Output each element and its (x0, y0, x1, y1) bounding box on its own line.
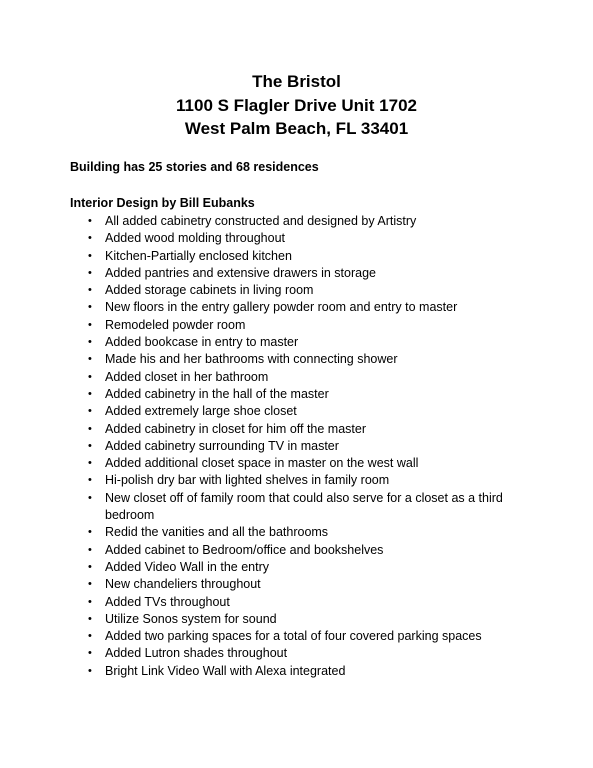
building-info: Building has 25 stories and 68 residences (70, 160, 319, 174)
list-item-text: Added TVs throughout (105, 594, 230, 609)
list-item-text: Added cabinetry surrounding TV in master (105, 438, 339, 453)
bullet-icon: • (88, 284, 92, 297)
list-item (88, 403, 528, 420)
list-item-text: Added cabinet to Bedroom/office and bookshelves (105, 542, 384, 557)
bullet-icon: • (88, 215, 92, 227)
bullet-icon: • (88, 560, 92, 573)
list-item (88, 559, 528, 576)
list-item (88, 386, 528, 403)
bullet-icon: • (88, 353, 92, 366)
list-item (88, 265, 528, 282)
list-item-text: Added pantries and extensive drawers in storage (105, 265, 376, 280)
list-item (88, 663, 528, 680)
list-item (88, 282, 528, 299)
bullet-icon: • (88, 664, 92, 677)
city-state-zip: West Palm Beach, FL 33401 (184, 119, 409, 138)
bullet-icon: • (88, 422, 92, 435)
list-item (88, 524, 528, 541)
list-item-text: Redid the vanities and all the bathrooms (105, 525, 329, 540)
list-item-text: Added storage cabinets in living room (105, 283, 314, 298)
list-item (88, 611, 528, 628)
list-item-text: New floors in the entry gallery powder room and entry to master (105, 300, 458, 315)
list-item-text: Remodeled powder room (105, 317, 246, 332)
list-item (88, 628, 528, 645)
bullet-icon: • (88, 612, 92, 625)
bullet-icon: • (88, 249, 92, 262)
list-item (88, 472, 528, 489)
bullet-icon: • (88, 491, 92, 504)
bullet-icon: • (88, 301, 92, 314)
list-item (88, 542, 528, 559)
list-item-text: Utilize Sonos system for sound (105, 611, 277, 626)
bullet-icon: • (88, 647, 92, 660)
list-item-text: Kitchen-Partially enclosed kitchen (105, 248, 292, 263)
list-item (88, 645, 528, 662)
bullet-icon: • (88, 387, 92, 400)
list-item (88, 299, 528, 316)
street-address: 1100 S Flagler Drive Unit 1702 (176, 95, 417, 115)
list-item-text: Hi-polish dry bar with lighted shelves in family room (105, 473, 390, 488)
list-item (88, 576, 528, 593)
features-list (88, 213, 528, 680)
bullet-icon: • (88, 526, 92, 539)
list-item (88, 334, 528, 351)
property-name: The Bristol (252, 72, 341, 91)
list-item (88, 455, 528, 472)
list-item-text: New closet off of family room that could also serve for a closet as a third bedroom (105, 490, 503, 523)
bullet-icon: • (88, 595, 92, 608)
list-item-text: Added Video Wall in the entry (105, 559, 269, 574)
list-item (88, 369, 528, 386)
list-item-text: Added Lutron shades throughout (105, 646, 288, 661)
list-item-text: Added two parking spaces for a total of four covered parking spaces (105, 629, 482, 644)
list-item-text: Added extremely large shoe closet (105, 404, 297, 419)
bullet-icon: • (88, 630, 92, 643)
bullet-icon: • (88, 578, 92, 591)
bullet-icon: • (88, 457, 92, 470)
list-item-text: Added closet in her bathroom (105, 369, 269, 384)
list-item-text: Bright Link Video Wall with Alexa integrated (105, 663, 346, 678)
list-item-text: Added cabinetry in the hall of the master (105, 386, 329, 401)
list-item-text: Added additional closet space in master on the west wall (105, 456, 419, 471)
list-item (88, 230, 528, 247)
list-item (88, 421, 528, 438)
list-item-text: Added bookcase in entry to master (105, 335, 299, 350)
bullet-icon: • (88, 439, 92, 452)
bullet-icon: • (88, 474, 92, 487)
bullet-icon: • (88, 543, 92, 556)
list-item-text: New chandeliers throughout (105, 577, 261, 592)
bullet-icon: • (88, 232, 92, 245)
bullet-icon: • (88, 318, 92, 331)
bullet-icon: • (88, 336, 92, 349)
bullet-icon: • (88, 266, 92, 279)
list-item (88, 213, 528, 230)
list-item (88, 490, 528, 525)
title-block (0, 70, 593, 141)
list-item (88, 438, 528, 455)
list-item (88, 594, 528, 611)
list-item-text: Made his and her bathrooms with connecting shower (105, 352, 398, 367)
list-item-text: All added cabinetry constructed and designed by Artistry (105, 214, 417, 228)
list-item-text: Added wood molding throughout (105, 231, 285, 246)
list-item (88, 351, 528, 368)
list-item (88, 248, 528, 265)
bullet-icon: • (88, 370, 92, 383)
list-item-text: Added cabinetry in closet for him off the master (105, 421, 367, 436)
list-item (88, 317, 528, 334)
bullet-icon: • (88, 405, 92, 418)
interior-design-heading: Interior Design by Bill Eubanks (70, 196, 255, 210)
